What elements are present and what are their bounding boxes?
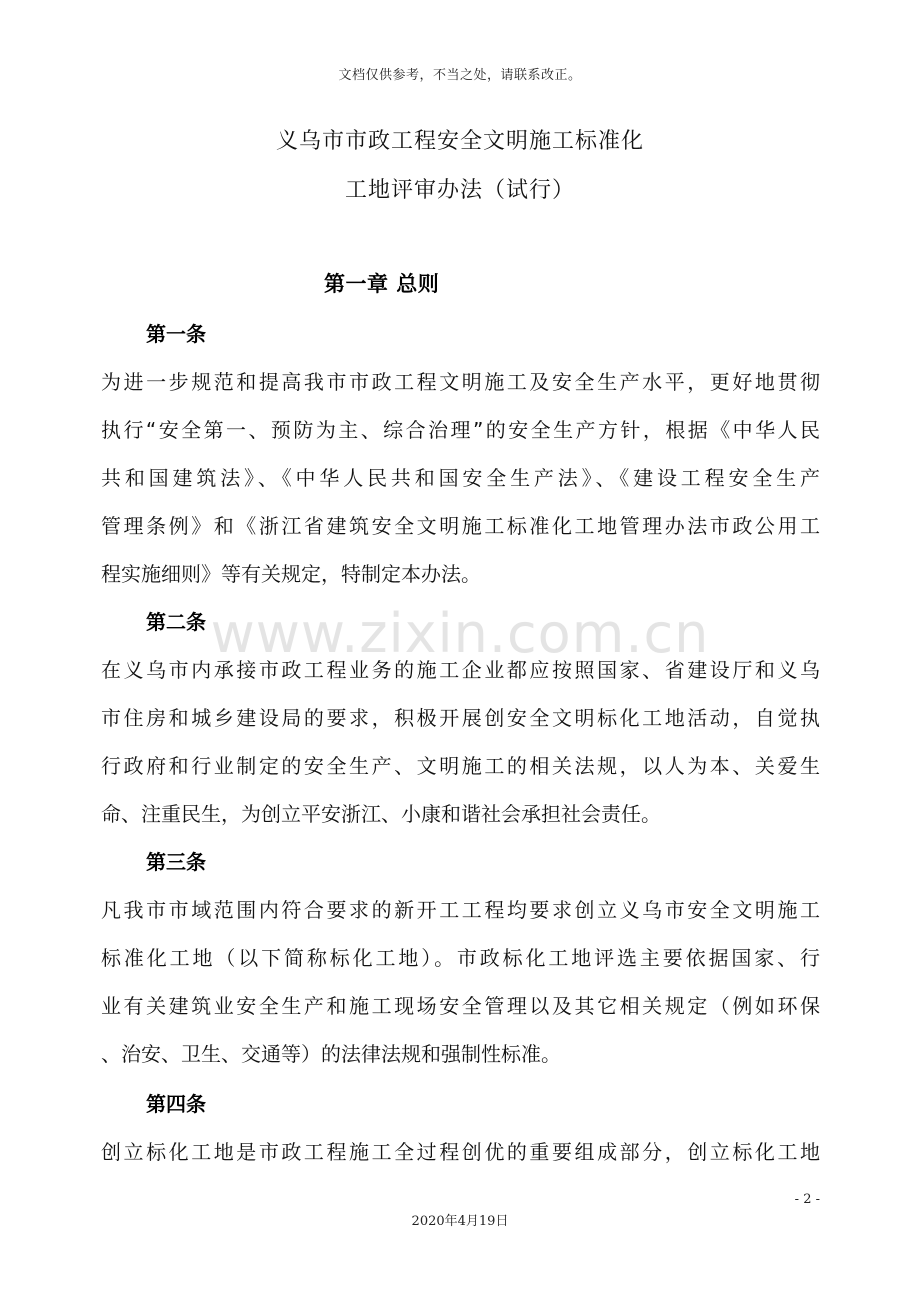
article-heading: 第三条 (146, 850, 206, 874)
paragraph-line: 业有关建筑业安全生产和施工现场安全管理以及其它相关规定（例如环保 (101, 994, 820, 1018)
document-title-line-1: 义乌市市政工程安全文明施工标准化 (275, 129, 644, 154)
article-heading: 第二条 (146, 610, 206, 634)
paragraph-line: 共和国建筑法》、《中华人民共和国安全生产法》、《建设工程安全生产 (101, 466, 820, 490)
paragraph-line: 、治安、卫生、交通等）的法律法规和强制性标准。 (101, 1042, 561, 1066)
paragraph-line: 在义乌市内承接市政工程业务的施工企业都应按照国家、省建设厅和义乌 (101, 658, 820, 682)
paragraph-line: 执行“安全第一、预防为主、综合治理”的安全生产方针，根据《中华人民 (101, 418, 820, 442)
header-note: 文档仅供参考，不当之处，请联系改正。 (338, 68, 582, 83)
chapter-heading: 第一章 总则 (324, 272, 440, 296)
page-number: - 2 - (794, 1192, 820, 1207)
paragraph-line: 行政府和行业制定的安全生产、文明施工的相关法规，以人为本、关爱生 (101, 754, 820, 778)
paragraph-line: 市住房和城乡建设局的要求，积极开展创安全文明标化工地活动，自觉执 (101, 706, 820, 730)
footer-date: 2020年4月19日 (411, 1214, 509, 1229)
watermark: www.zixin.com.cn (210, 602, 710, 665)
paragraph-line: 命、注重民生，为创立平安浙江、小康和谐社会承担社会责任。 (101, 802, 661, 826)
paragraph-line: 程实施细则》等有关规定，特制定本办法。 (101, 562, 481, 586)
article-heading: 第四条 (146, 1092, 206, 1116)
paragraph-line: 管理条例》和《浙江省建筑安全文明施工标准化工地管理办法市政公用工 (101, 514, 820, 538)
paragraph-line: 创立标化工地是市政工程施工全过程创优的重要组成部分，创立标化工地 (101, 1140, 820, 1164)
paragraph-line: 标准化工地（以下简称标化工地）。市政标化工地评选主要依据国家、行 (101, 946, 820, 970)
paragraph-line: 为进一步规范和提高我市市政工程文明施工及安全生产水平，更好地贯彻 (101, 370, 820, 394)
article-heading: 第一条 (146, 322, 206, 346)
paragraph-line: 凡我市市域范围内符合要求的新开工工程均要求创立义乌市安全文明施工 (101, 898, 820, 922)
document-title-line-2: 工地评审办法（试行） (344, 178, 575, 203)
